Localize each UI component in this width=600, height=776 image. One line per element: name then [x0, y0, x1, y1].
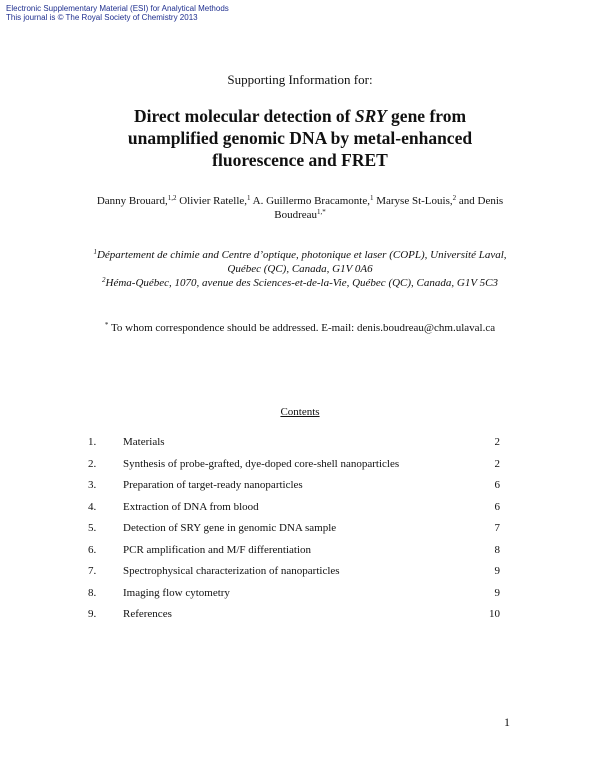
correspondence-text: To whom correspondence should be addressed. E-mail: denis.boudreau@chm.ulaval.ca: [110, 322, 496, 334]
toc-label: Spectrophysical characterization of nanoparticles: [123, 565, 340, 577]
affiliation-1: [85, 248, 515, 276]
toc-row: [88, 540, 500, 562]
toc-number: 2.: [88, 457, 97, 470]
author-name: A. Guillermo Bracamonte,: [252, 195, 370, 207]
author-name: and Denis Boudreau: [274, 195, 504, 221]
toc-row: [88, 604, 500, 626]
title-suffix: gene from unamplified genomic DNA by metal-enhanced fluorescence and FRET: [127, 106, 473, 170]
author-name: Danny Brouard,: [96, 195, 168, 207]
page-number: 1: [504, 715, 510, 729]
toc-number: 1.: [88, 436, 97, 448]
toc-label: Detection of SRY gene in genomic DNA sample: [123, 522, 337, 534]
esi-line-1: Electronic Supplementary Material (ESI) for Analytical Methods: [6, 4, 229, 13]
author-affiliation-mark: 2: [452, 194, 457, 202]
affiliation-2: [85, 276, 515, 290]
toc-number: 6.: [88, 543, 97, 556]
toc-row: [88, 432, 500, 454]
toc-number: 8.: [88, 586, 97, 599]
affiliation-text: Héma-Québec, 1070, avenue des Sciences-et-de-la-Vie, Québec (QC), Canada, G1V 5C3: [105, 277, 498, 289]
toc-number: 9.: [88, 608, 97, 620]
affiliation-mark: 2: [102, 276, 106, 284]
esi-header: [6, 4, 229, 22]
toc-number: 4.: [88, 500, 97, 513]
author-list: [80, 194, 520, 222]
esi-line-2: This journal is © The Royal Society of Chemistry 2013: [6, 13, 198, 22]
toc-row: [88, 583, 500, 605]
toc-number: 7.: [88, 565, 97, 577]
toc-label: Preparation of target-ready nanoparticles: [123, 479, 303, 491]
affiliation-mark: 1: [93, 248, 97, 256]
toc-row: [88, 475, 500, 497]
toc-label: References: [123, 608, 172, 620]
title-gene: SRY: [354, 106, 387, 126]
paper-title: [110, 105, 490, 171]
title-prefix: Direct molecular detection of: [133, 106, 355, 126]
toc-page: 10: [489, 608, 500, 620]
affiliations: [85, 248, 515, 290]
toc-page: 8: [494, 543, 500, 556]
toc-page: 9: [494, 586, 500, 599]
toc-page: 9: [494, 565, 500, 577]
toc-row: [88, 454, 500, 476]
correspondence-mark: *: [104, 321, 109, 329]
toc-row: [88, 518, 500, 540]
toc-page: 6: [494, 500, 500, 513]
toc-page: 7: [494, 522, 500, 534]
toc-number: 3.: [88, 479, 97, 491]
toc-label: Imaging flow cytometry: [123, 586, 230, 599]
author-name: Olivier Ratelle,: [179, 195, 248, 207]
contents-heading: Contents: [280, 406, 320, 418]
author-affiliation-mark: 1,*: [317, 208, 326, 216]
toc-number: 5.: [88, 522, 97, 534]
correspondence-note: [0, 322, 600, 334]
toc-page: 2: [494, 436, 500, 448]
toc-label: PCR amplification and M/F differentiation: [123, 543, 311, 556]
toc-label: Synthesis of probe-grafted, dye-doped core-shell nanoparticles: [123, 457, 400, 470]
toc-row: [88, 497, 500, 519]
affiliation-text: Département de chimie and Centre d’optique, photonique et laser (COPL), Université Laval, Québec (QC), Canada, G1V 0A6: [96, 249, 507, 275]
table-of-contents: [88, 432, 500, 626]
author-affiliation-mark: 1: [247, 194, 251, 202]
author-affiliation-mark: 1,2: [167, 194, 177, 202]
toc-page: 6: [494, 479, 500, 491]
author-name: Maryse St-Louis,: [376, 195, 453, 207]
supporting-info-label: Supporting Information for:: [227, 72, 373, 87]
toc-label: Extraction of DNA from blood: [123, 500, 259, 513]
author-affiliation-mark: 1: [369, 194, 374, 202]
toc-row: [88, 561, 500, 583]
toc-page: 2: [494, 457, 500, 470]
toc-label: Materials: [123, 436, 165, 448]
